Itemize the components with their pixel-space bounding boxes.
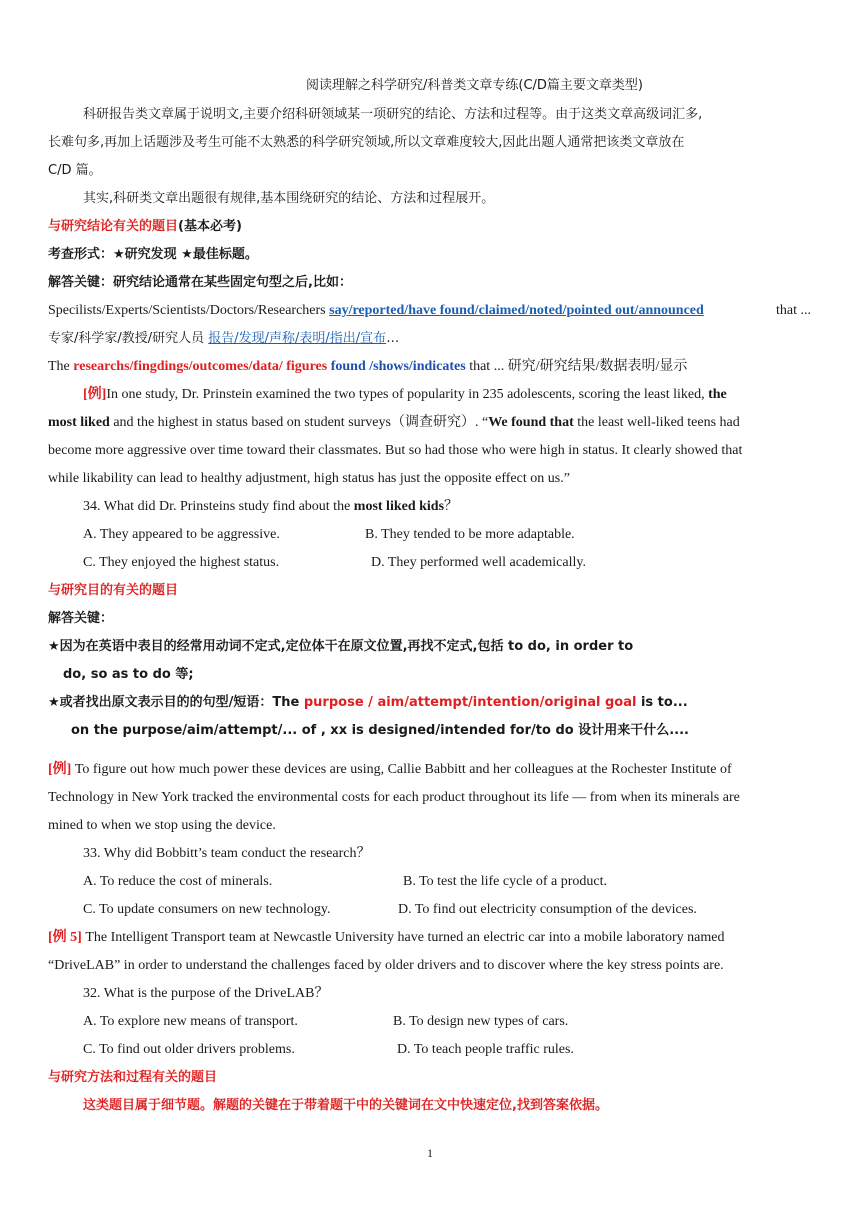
verbs-blue: found /shows/indicates (327, 359, 466, 374)
bullet-2-line-1 (48, 693, 688, 713)
nouns-red: researchs/fingdings/outcomes/data/ figures (73, 359, 328, 374)
bullet-1-line-1: ★因为在英语中表目的经常用动词不定式,定位体干在原文位置,再找不定式,包括 to do, in order to (48, 639, 634, 654)
q33-option-d: D. To find out electricity consumption of the devices. (398, 902, 697, 917)
pattern-line-1-tail: that ... (776, 303, 811, 318)
q32-option-b: B. To design new types of cars. (393, 1014, 569, 1029)
q34-a: 34. What did Dr. Prinsteins study find about the (83, 499, 354, 514)
cn-verbs: 报告/发现/声称/表明/指出/宣布 (208, 331, 387, 346)
method-text: 这类题目属于细节题。解题的关键在于带着题干中的关键词在文中快速定位,找到答案依据。 (83, 1098, 608, 1113)
example2-line-3: mined to when we stop using the device. (48, 818, 276, 833)
example3-line-1 (48, 928, 724, 948)
bullet-2-line-2: on the purpose/aim/attempt/... of , xx is designed/intended for/to do 设计用来干什么.... (71, 723, 689, 738)
question-33: 33. Why did Bobbitt’s team conduct the research？ (83, 846, 371, 861)
subjects-text: Specilists/Experts/Scientists/Doctors/Researchers (48, 303, 330, 318)
example-tag: [例] (83, 387, 107, 402)
intro-line-3: C/D 篇。 (48, 163, 102, 178)
example-line-3: become more aggressive over time toward their classmates. But so had those who were high in status. It clearly showed that (48, 443, 743, 458)
example-line-2 (48, 413, 740, 433)
the-word: The (48, 359, 74, 374)
cn-subjects: 专家/科学家/教授/研究人员 (48, 331, 209, 346)
example3-line-2: “DriveLAB” in order to understand the challenges faced by older drivers and to discover where the key stress points are. (48, 958, 724, 973)
q32-option-c: C. To find out older drivers problems. (83, 1042, 295, 1057)
b2-a: ★或者找出原文表示目的的句型/短语：The (48, 695, 304, 710)
b2-c: is to... (636, 695, 688, 710)
purpose-key-line: 解答关键： (48, 611, 114, 626)
heading-red: 与研究结论有关的题目 (48, 219, 179, 234)
form-line: 考查形式：★研究发现 ★最佳标题。 (48, 247, 258, 262)
page-title: 阅读理解之科学研究/科普类文章专练(C/D篇主要文章类型) (306, 78, 643, 93)
q34-option-a: A. They appeared to be aggressive. (83, 527, 280, 542)
example-line-4: while likability can lead to healthy adjustment, high status has just the opposite effect on us.” (48, 471, 570, 486)
q34-option-c: C. They enjoyed the highest status. (83, 555, 280, 570)
ex-l2d: the least well-liked teens had (573, 415, 740, 430)
pattern-line-2 (48, 329, 399, 349)
ex-l2a: most liked (48, 415, 110, 430)
ex-l1b: the (708, 387, 727, 402)
pattern-line-3 (48, 357, 687, 377)
question-32: 32. What is the purpose of the DriveLAB？ (83, 986, 329, 1001)
intro-line-1: 科研报告类文章属于说明文,主要介绍科研领域某一项研究的结论、方法和过程等。由于这类文章高级词汇多, (83, 107, 703, 122)
ex-l2c: We found that (488, 415, 574, 430)
q34-b: most liked kids (353, 499, 445, 514)
heading-note: (基本必考) (178, 219, 242, 234)
question-34 (83, 497, 458, 517)
intro-line-2: 长难句多,再加上话题涉及考生可能不太熟悉的科学研究领域,所以文章难度较大,因此出题人通常把该类文章放在 (48, 135, 685, 150)
ex-l1a: In one study, Dr. Prinstein examined the two types of popularity in 235 adolescents, scoring the least liked, (106, 387, 709, 402)
ex-l2b: and the highest in status based on student surveys（调查研究）. “ (109, 415, 489, 430)
pattern-line-1 (48, 301, 704, 321)
q33-option-b: B. To test the life cycle of a product. (403, 874, 608, 889)
example3-tag: [例 5] (48, 930, 82, 945)
q34-option-d: D. They performed well academically. (371, 555, 586, 570)
q32-option-a: A. To explore new means of transport. (83, 1014, 298, 1029)
b2-b: purpose / aim/attempt/intention/original goal (303, 695, 637, 710)
pattern-tail: that ... 研究/研究结果/数据表明/显示 (465, 359, 688, 374)
example2-tag: [例] (48, 762, 72, 777)
section-conclusion-heading (48, 217, 242, 237)
q33-option-a: A. To reduce the cost of minerals. (83, 874, 273, 889)
example-line-1 (83, 385, 727, 405)
example2-line-2: Technology in New York tracked the environmental costs for each product throughout its life — from when its minerals are (48, 790, 740, 805)
verbs-link: say/reported/have found/claimed/noted/pointed out/announced (329, 303, 704, 318)
q32-option-d: D. To teach people traffic rules. (397, 1042, 574, 1057)
q34-c: ？ (444, 499, 459, 514)
section-method-heading: 与研究方法和过程有关的题目 (48, 1070, 218, 1085)
key-line: 解答关键：研究结论通常在某些固定句型之后,比如： (48, 275, 352, 290)
page-number: 1 (427, 1146, 433, 1160)
ex2-l1: To figure out how much power these devices are using, Callie Babbitt and her colleagues at the Rochester Institute of (71, 762, 732, 777)
ellipsis: … (386, 331, 400, 346)
bullet-1-line-2: do, so as to do 等; (63, 667, 194, 682)
intro-line-4: 其实,科研类文章出题很有规律,基本围绕研究的结论、方法和过程展开。 (83, 191, 495, 206)
ex3-l1: The Intelligent Transport team at Newcastle University have turned an electric car into a mobile laboratory named (81, 930, 725, 945)
q33-option-c: C. To update consumers on new technology. (83, 902, 331, 917)
q34-option-b: B. They tended to be more adaptable. (365, 527, 575, 542)
section-purpose-heading: 与研究目的有关的题目 (48, 583, 179, 598)
example2-line-1 (48, 760, 732, 780)
